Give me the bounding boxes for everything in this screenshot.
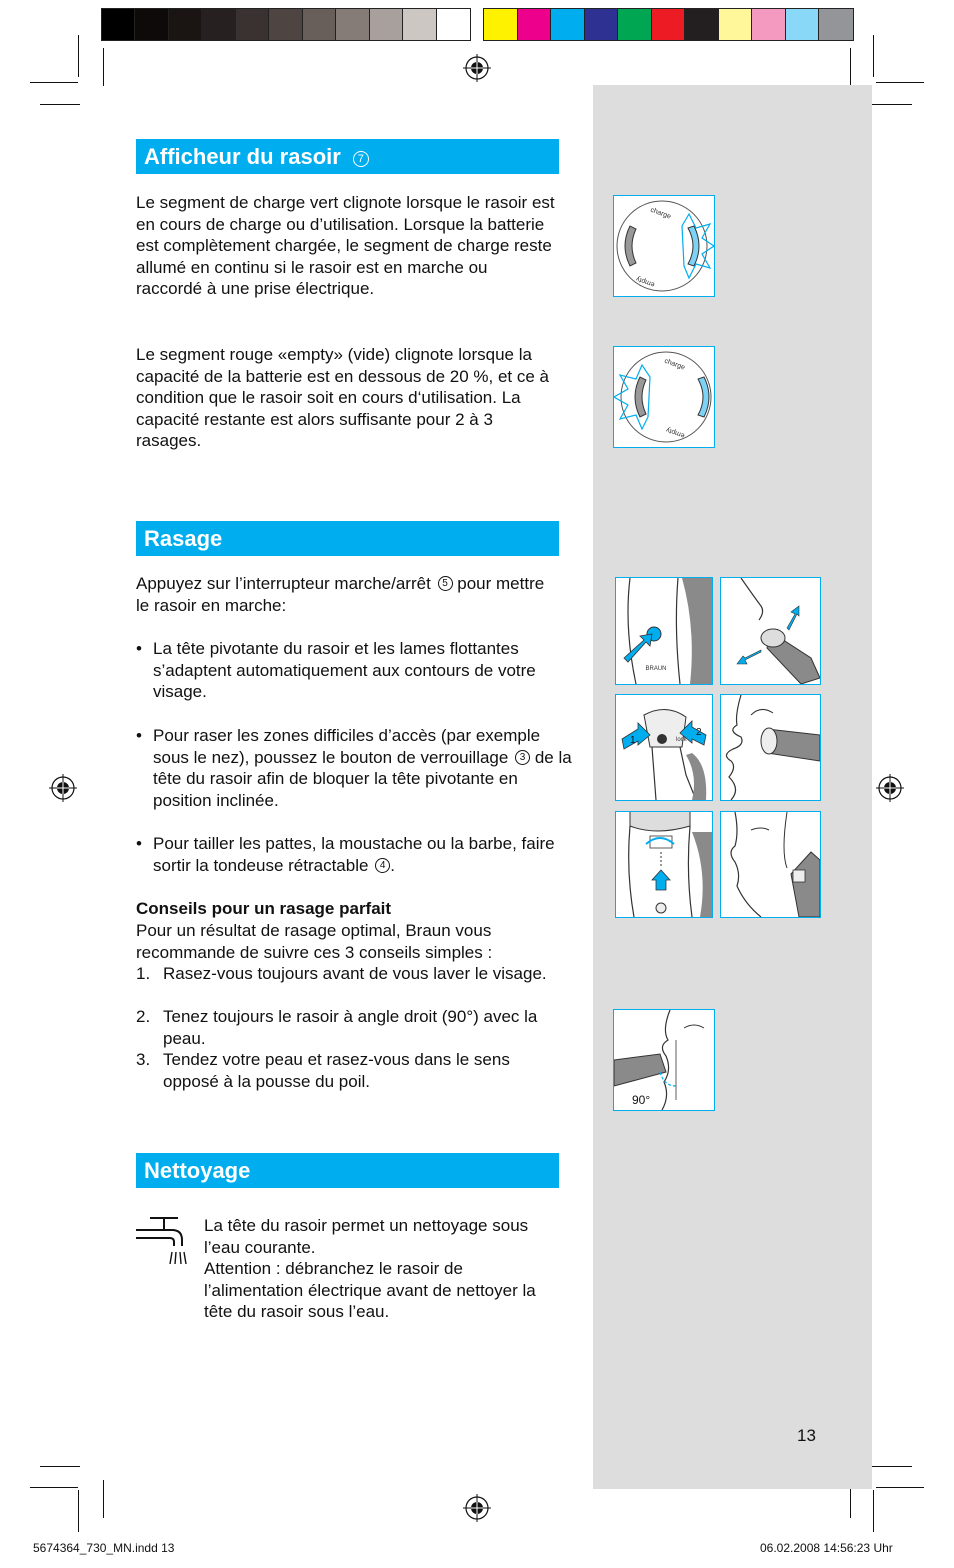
shaving-intro: Appuyez sur l’interrupteur marche/arrêt 5 pour mettre le rasoir en marche: — [136, 574, 545, 615]
display-paragraph-charge: Le segment de charge vert clignote lorsque le rasoir est en cours de charge ou d’utilisation. Lorsque la batterie est complètement chargée, le segment de charge reste allumé en continu si le rasoir est en marche ou raccordé à une prise électrique. — [136, 193, 555, 299]
charge-label: charge — [649, 206, 672, 221]
tip-item: 1. Rasez-vous toujours avant de vous laver le visage. — [136, 964, 547, 983]
crop-mark — [40, 1466, 80, 1467]
crop-mark — [78, 1490, 79, 1532]
page-number: 13 — [797, 1426, 816, 1445]
registration-target-icon — [876, 774, 904, 802]
tip-item: 2. Tenez toujours le rasoir à angle droit (90°) avec la peau. — [136, 1007, 538, 1048]
color-swatch — [585, 9, 619, 40]
crop-mark — [40, 104, 80, 105]
figure-trimmer-out — [615, 811, 713, 918]
crop-mark — [78, 35, 79, 77]
color-swatch — [819, 9, 853, 40]
color-swatch — [551, 9, 585, 40]
trimmer-out-illustration — [616, 812, 712, 917]
empty-label: empty — [635, 274, 656, 288]
figure-empty-indicator — [613, 346, 715, 448]
section-title-cleaning: Nettoyage — [136, 1153, 559, 1188]
crop-mark — [30, 82, 78, 83]
color-swatch — [102, 9, 135, 40]
shaving-bullet-pivot: • La tête pivotante du rasoir et les lames flottantes s’adaptent automatiquement aux contours de votre visage. — [136, 638, 573, 703]
color-swatch — [719, 9, 753, 40]
cleaning-paragraph-rinse: La tête du rasoir permet un nettoyage sous l’eau courante. — [204, 1216, 529, 1257]
figure-sideburn-trim — [720, 811, 821, 918]
crop-mark — [850, 48, 851, 86]
color-bar-grayscale — [101, 8, 471, 41]
color-swatch — [269, 9, 302, 40]
figure-pivot-head — [720, 577, 821, 685]
crop-mark — [873, 35, 874, 77]
reference-number: 3 — [515, 750, 530, 765]
figure-right-angle — [613, 1009, 715, 1111]
figure-switch-on — [615, 577, 713, 685]
section-title-display: Afficheur du rasoir 7 — [136, 139, 559, 174]
crop-mark — [876, 82, 924, 83]
right-angle-illustration — [614, 1010, 714, 1110]
color-bar-process — [483, 8, 854, 41]
registration-target-icon — [463, 1494, 491, 1522]
color-swatch — [236, 9, 269, 40]
color-swatch — [370, 9, 403, 40]
shaver-switch-illustration — [616, 578, 712, 684]
reference-number: 7 — [353, 151, 369, 167]
crop-mark — [30, 1487, 78, 1488]
figure-charge-indicator — [613, 195, 715, 297]
empty-label: empty — [665, 425, 686, 439]
tip-item: 3. Tendez votre peau et rasez-vous dans le sens opposé à la pousse du poil. — [136, 1050, 510, 1091]
crop-mark — [103, 48, 104, 86]
color-swatch — [786, 9, 820, 40]
registration-target-icon — [463, 54, 491, 82]
tips-intro: Pour un résultat de rasage optimal, Braun vous recommande de suivre ces 3 conseils simples : — [136, 921, 493, 962]
color-swatch — [752, 9, 786, 40]
charge-label: charge — [663, 357, 686, 372]
footer-file-info: 5674364_730_MN.indd 13 — [33, 1541, 175, 1555]
color-swatch — [518, 9, 552, 40]
charge-display-illustration — [614, 196, 714, 296]
crop-mark — [873, 1490, 874, 1532]
color-swatch — [202, 9, 235, 40]
footer-timestamp: 06.02.2008 14:56:23 Uhr — [760, 1541, 893, 1555]
shaving-bullet-trimmer: • Pour tailler les pattes, la moustache ou la barbe, faire sortir la tondeuse rétractable 4 . — [136, 833, 573, 876]
crop-mark — [872, 104, 912, 105]
cleaning-paragraph-warning: Attention : débranchez le rasoir de l’alimentation électrique avant de nettoyer la tête du rasoir sous l’eau. — [204, 1259, 536, 1322]
step-label: 2 — [696, 727, 702, 738]
crop-mark — [876, 1487, 924, 1488]
reference-number: 4 — [375, 858, 390, 873]
section-title-shaving: Rasage — [136, 521, 559, 556]
sideburn-trim-illustration — [721, 812, 820, 917]
color-swatch — [135, 9, 168, 40]
shaving-bullet-lock: • Pour raser les zones difficiles d’accès (par exemple sous le nez), poussez le bouton de verrouillage 3 de la tête du rasoir afin de bloquer la tête pivotante en position inclinée. — [136, 725, 573, 811]
pivot-head-illustration — [721, 578, 820, 684]
color-swatch — [169, 9, 202, 40]
color-swatch — [652, 9, 686, 40]
color-swatch — [437, 9, 470, 40]
angle-label: 90° — [632, 1093, 651, 1107]
color-swatch — [303, 9, 336, 40]
figure-under-nose — [720, 694, 821, 801]
under-nose-illustration — [721, 695, 820, 800]
color-swatch — [685, 9, 719, 40]
lock-head-illustration — [616, 695, 712, 800]
figure-lock-head — [615, 694, 713, 801]
registration-target-icon — [49, 774, 77, 802]
tips-title: Conseils pour un rasage parfait — [136, 899, 392, 918]
reference-number: 5 — [438, 576, 453, 591]
lock-label: lock — [676, 737, 687, 743]
crop-mark — [103, 1480, 104, 1518]
display-paragraph-empty: Le segment rouge «empty» (vide) clignote lorsque la capacité de la batterie est en dessous de 20 %, et ce à condition que le rasoir soit en cours d‘utilisation. La capacité restante est alors suffisante pour 2 à 3 rasages. — [136, 345, 549, 451]
crop-mark — [872, 1466, 912, 1467]
empty-display-illustration — [614, 347, 714, 447]
step-label: 1 — [630, 735, 636, 746]
brand-label: BRAUN — [645, 666, 667, 672]
water-tap-icon — [134, 1214, 194, 1270]
color-swatch — [336, 9, 369, 40]
color-swatch — [484, 9, 518, 40]
color-swatch — [403, 9, 436, 40]
color-swatch — [618, 9, 652, 40]
